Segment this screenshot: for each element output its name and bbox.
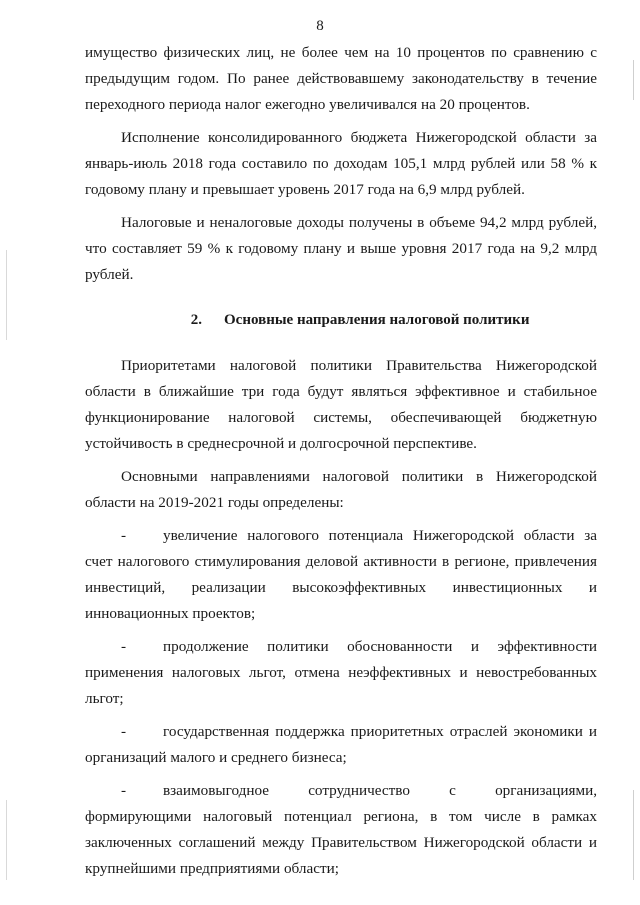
scan-edge-right-bottom [633, 790, 634, 880]
bullet-dash: - [121, 782, 127, 799]
scan-edge-left-bottom [6, 800, 7, 880]
section-number: 2. [190, 312, 202, 328]
paragraph-directions-intro: Основными направлениями налоговой политики в Нижегородской области на 2019-2021 годы определены: [85, 468, 597, 511]
paragraph-tax-revenues: Налоговые и неналоговые доходы получены в объеме 94,2 млрд рублей, что составляет 59 % к годовому плану и выше уровня 2017 года на 9,2 млрд рублей. [85, 214, 597, 283]
paragraph-priorities: Приоритетами налоговой политики Правительства Нижегородской области в ближайшие три года будут являться эффективное и стабильное функционирование налоговой системы, обеспечивающей бюджетную устойчивость в среднесрочной и долгосрочной перспективе. [85, 357, 597, 452]
page-number: 8 [316, 18, 324, 34]
list-item-text: государственная поддержка приоритетных отраслей экономики и организаций малого и среднего бизнеса; [85, 723, 597, 766]
document-body [85, 40, 597, 889]
section-heading [85, 307, 597, 333]
list-item-text: увеличение налогового потенциала Нижегородской области за счет налогового стимулирования деловой активности в регионе, привлечения инвестиций, реализации высокоэффективных инвестиционных и инновационных проектов; [85, 527, 597, 622]
list-item [85, 778, 597, 882]
scan-edge-left-top [6, 250, 7, 340]
scan-edge-right-top [633, 60, 634, 100]
list-item-text: взаимовыгодное сотрудничество с организациями, формирующими налоговый потенциал региона, в том числе в рамках заключенных соглашений между Правительством Нижегородской области и крупнейшими предприятиями области; [85, 782, 597, 877]
list-item [85, 719, 597, 771]
paragraph-continued: имущество физических лиц, не более чем на 10 процентов по сравнению с предыдущим годом. По ранее действовавшему законодательству в течение переходного периода налог ежегодно увеличивался на 20 процентов. [85, 44, 597, 113]
paragraph-budget-execution: Исполнение консолидированного бюджета Нижегородской области за январь-июль 2018 года составило по доходам 105,1 млрд рублей или 58 % к годовому плану и превышает уровень 2017 года на 6,9 млрд рублей. [85, 129, 597, 198]
list-item [85, 523, 597, 627]
bullet-dash: - [121, 723, 127, 740]
bullet-dash: - [121, 527, 127, 544]
bullet-dash: - [121, 638, 127, 655]
list-item-text: продолжение политики обоснованности и эффективности применения налоговых льгот, отмена неэффективных и невостребованных льгот; [85, 638, 597, 707]
section-title: Основные направления налоговой политики [224, 312, 530, 328]
list-item [85, 634, 597, 712]
